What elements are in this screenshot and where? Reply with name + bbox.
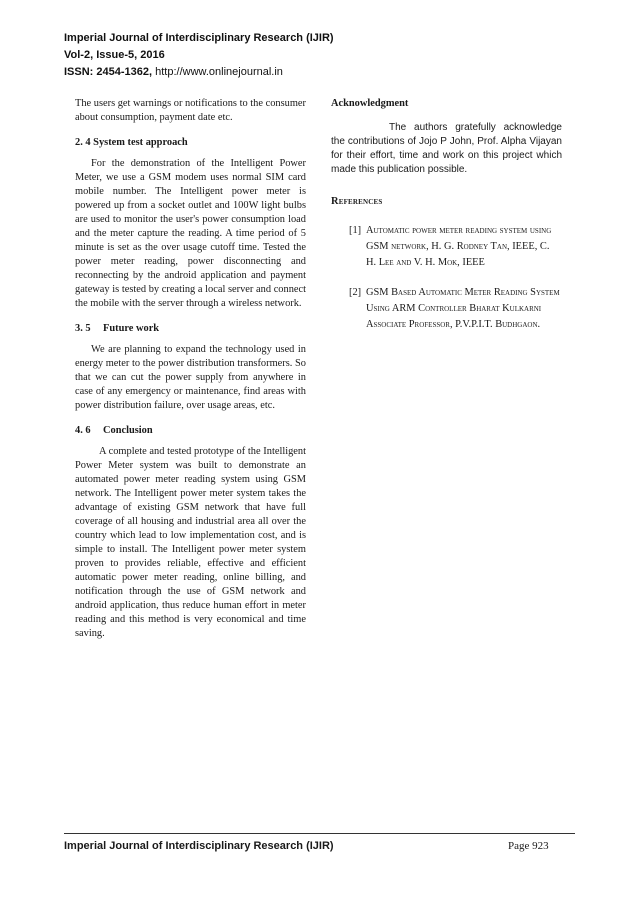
section-heading-conclusion bbox=[75, 424, 306, 438]
conclusion-paragraph: A complete and tested prototype of the Intelligent Power Meter system was built to demonstrate an automated power meter reading system using GSM network. The Intelligent power meter system takes the advantage of existing GSM network that have full coverage of all housing and industrial area all over the country which lead to low implementation cost, and is simple to install. The Intelligent power meter system proven to provides reliable, effective and efficient automatic power meter reading, online billing, and notification through the use of GSM network and android application, thus reduce human effort in meter reading and this method is very economical and time saving. bbox=[75, 446, 306, 639]
section-number: 4. 6 bbox=[75, 425, 91, 436]
right-column bbox=[331, 97, 562, 347]
footer-divider bbox=[64, 833, 575, 834]
acknowledgment-heading: Acknowledgment bbox=[331, 98, 409, 109]
page-number: Page 923 bbox=[508, 840, 549, 852]
volume-issue: Vol-2, Issue-5, 2016 bbox=[64, 49, 165, 61]
section-heading-system-test: 2. 4 System test approach bbox=[75, 137, 188, 148]
reference-text: Automatic power meter reading system using GSM network, H. G. Rodney Tan, IEEE, C. H. Lee and V. H. Mok, IEEE bbox=[366, 225, 552, 268]
system-test-paragraph: For the demonstration of the Intelligent Power Meter, we use a GSM modem uses normal SIM card mobile number. The Intelligent power meter is powered up from a socket outlet and 100W light bulbs are used to monitor the user's power consumption load and the meter capture the reading. A time period of 5 minute is set as the over usage cutoff time. Tested the power meter reading, power disconnecting and reconnecting by the android application and payment gateway is tested by creating a local server and connect the mobile with the server through a wireless network. bbox=[75, 158, 306, 309]
issn-line bbox=[64, 64, 334, 81]
references-heading: References bbox=[331, 196, 383, 207]
intro-paragraph: The users get warnings or notifications to the consumer about consumption, payment date etc. bbox=[75, 98, 306, 123]
reference-tag: [1] bbox=[349, 225, 362, 236]
reference-text: GSM Based Automatic Meter Reading System Using ARM Controller Bharat Kulkarni Associate Professor, P.V.P.I.T. Budhgaon. bbox=[366, 287, 560, 330]
section-title: Future work bbox=[103, 323, 160, 334]
section-heading-future-work bbox=[75, 322, 306, 336]
journal-url[interactable]: http://www.onlinejournal.in bbox=[152, 66, 283, 78]
acknowledgment-paragraph: The authors gratefully acknowledge the contributions of Jojo P John, Prof. Alpha Vijayan for their effort, time and work on this project which made this publication possible. bbox=[331, 122, 562, 175]
reference-item bbox=[331, 223, 562, 271]
page-header bbox=[64, 30, 334, 81]
section-title: Conclusion bbox=[103, 425, 153, 436]
footer-journal-title: Imperial Journal of Interdisciplinary Research (IJIR) bbox=[64, 840, 334, 852]
journal-title: Imperial Journal of Interdisciplinary Research (IJIR) bbox=[64, 32, 334, 44]
left-column bbox=[75, 97, 306, 641]
section-number: 3. 5 bbox=[75, 323, 91, 334]
future-work-paragraph: We are planning to expand the technology used in energy meter to the power distribution transformers. So that we can cut the power supply from anywhere in case of any emergency or maintenance, find areas with power distribution failure, over usage areas, etc. bbox=[75, 344, 306, 411]
reference-item bbox=[331, 285, 562, 333]
issn-label: ISSN: 2454-1362, bbox=[64, 66, 153, 78]
reference-tag: [2] bbox=[349, 287, 362, 298]
